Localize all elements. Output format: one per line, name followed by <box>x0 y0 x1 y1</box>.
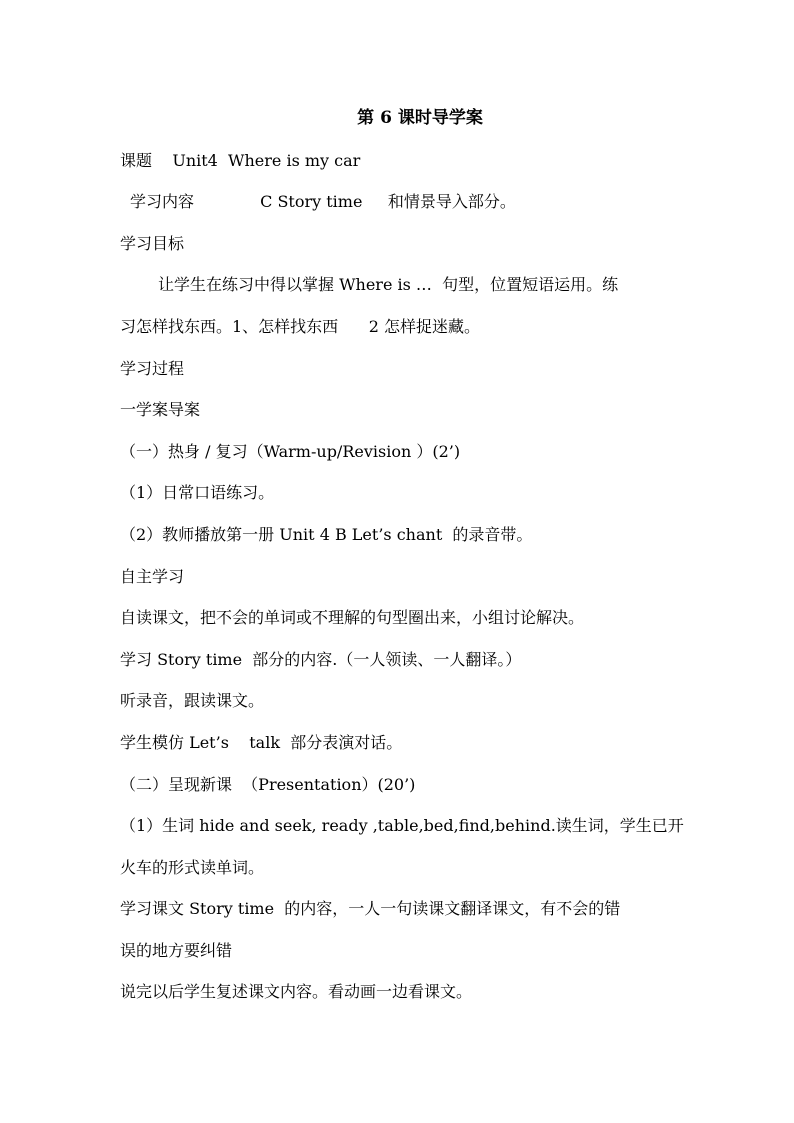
objectives-text-cont: 习怎样找东西。1、怎样找东西 2 怎样捉迷藏。 <box>120 316 480 336</box>
document-title: 第 6 课时导学案 <box>357 108 483 128</box>
presentation-heading: （二）呈现新课 （Presentation）(20’) <box>120 774 416 794</box>
topic-line: 课题 Unit4 Where is my car <box>120 150 361 170</box>
guide-heading: 一学案导案 <box>120 400 201 420</box>
presentation-item-1-cont: 火车的形式读单词。 <box>120 857 265 877</box>
self-study-item-1: 自读课文，把不会的单词或不理解的句型圈出来，小组讨论解决。 <box>120 608 585 628</box>
self-study-item-2: 学习 Story time 部分的内容.（一人领读、一人翻译。） <box>120 649 522 669</box>
process-heading: 学习过程 <box>120 358 185 378</box>
self-study-heading: 自主学习 <box>120 566 185 586</box>
warmup-heading: （一）热身 / 复习（Warm-up/Revision ）(2’) <box>120 441 461 461</box>
presentation-item-2-cont: 误的地方要纠错 <box>120 940 233 960</box>
presentation-item-3: 说完以后学生复述课文内容。看动画一边看课文。 <box>120 982 473 1002</box>
warmup-item-1: （1）日常口语练习。 <box>120 483 275 503</box>
warmup-item-2: （2）教师播放第一册 Unit 4 B Let’s chant 的录音带。 <box>120 524 533 544</box>
presentation-item-1: （1）生词 hide and seek, ready ,table,bed,find,behind.读生词，学生已开 <box>120 816 684 836</box>
self-study-item-3: 听录音，跟读课文。 <box>120 691 265 711</box>
presentation-item-2: 学习课文 Story time 的内容，一人一句读课文翻译课文，有不会的错 <box>120 899 621 919</box>
self-study-item-4: 学生模仿 Let’s talk 部分表演对话。 <box>120 732 403 752</box>
objectives-text: 让学生在练习中得以掌握 Where is … 句型，位置短语运用。练 <box>158 275 619 295</box>
content-line: 学习内容 C Story time 和情景导入部分。 <box>130 192 516 212</box>
objectives-heading: 学习目标 <box>120 233 185 253</box>
document-body <box>120 98 684 1013</box>
